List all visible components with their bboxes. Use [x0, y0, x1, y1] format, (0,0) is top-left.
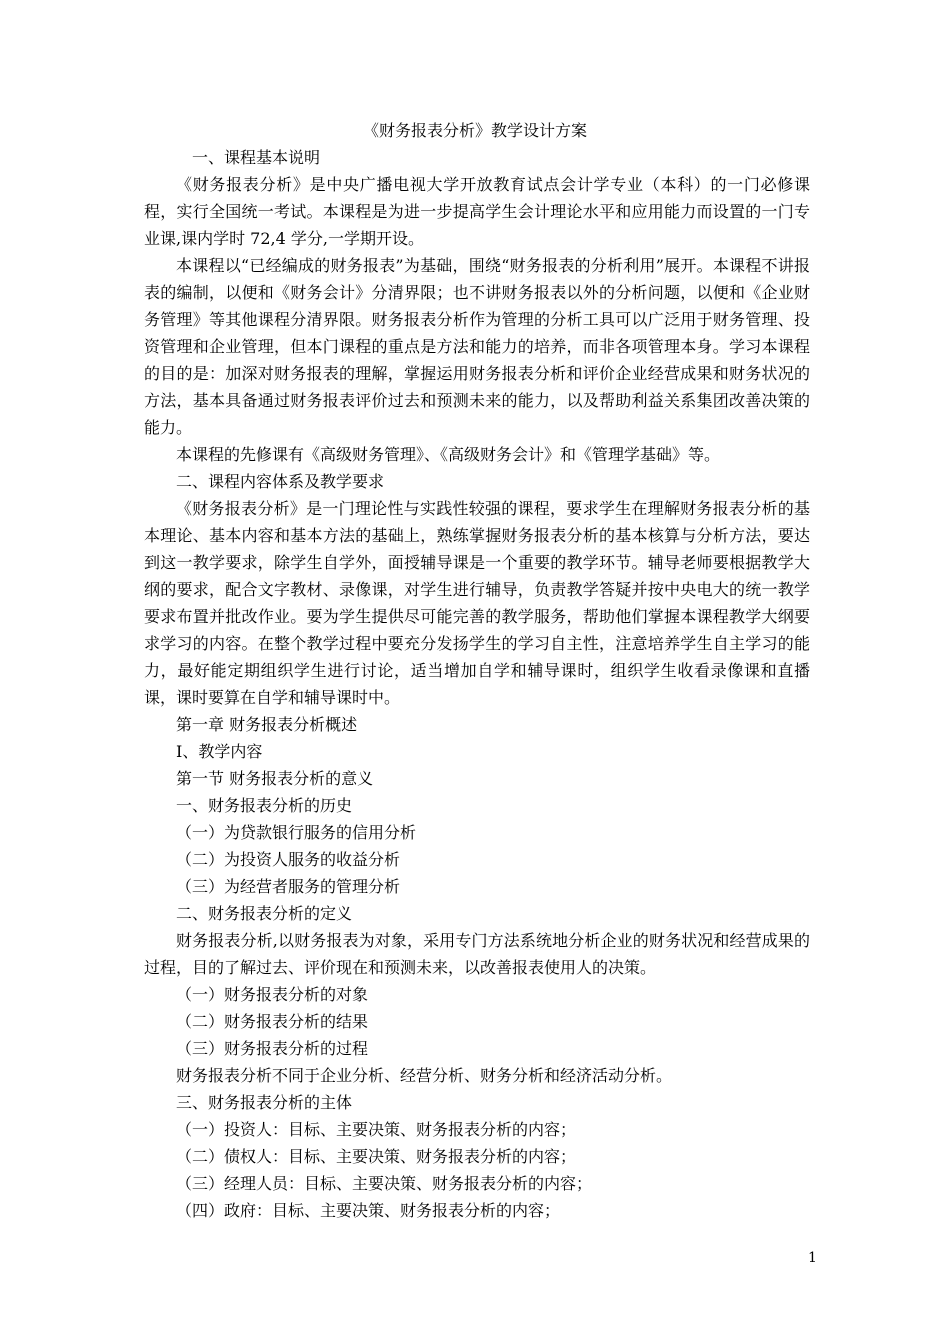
paragraph-teaching-requirements: 《财务报表分析》是一门理论性与实践性较强的课程，要求学生在理解财务报表分析的基本理论、基本内容和基本方法的基础上，熟练掌握财务报表分析的基本核算与分析方法，要达到这一教学要求，除学生自学外，面授辅导课是一个重要的教学环节。辅导老师要根据教学大纲的要求，配合文字教材、录像课，对学生进行辅导，负责教学答疑并按中央电大的统一教学要求布置并批改作业。要为学生提供尽可能完善的教学服务，帮助他们掌握本课程教学大纲要求学习的内容。在整个教学过程中要充分发扬学生的学习自主性，注意培养学生自主学习的能力，最好能定期组织学生进行讨论，适当增加自学和辅导课时，组织学生收看录像课和直播课，课时要算在自学和辅导课时中。: [144, 499, 810, 707]
list-item: （二）债权人：目标、主要决策、财务报表分析的内容；: [176, 1147, 577, 1166]
teaching-content-heading: Ⅰ、教学内容: [176, 742, 263, 761]
section-title: 第一节 财务报表分析的意义: [176, 769, 374, 788]
paragraph-definition: 财务报表分析,以财务报表为对象，采用专门方法系统地分析企业的财务状况和经营成果的过程，目的了解过去、评价现在和预测未来，以改善报表使用人的决策。: [144, 931, 810, 977]
list-item: （三）为经营者服务的管理分析: [176, 877, 401, 896]
document-title: 《财务报表分析》教学设计方案: [362, 121, 587, 140]
definition-heading: 二、财务报表分析的定义: [176, 904, 353, 923]
list-item: （三）财务报表分析的过程: [176, 1039, 369, 1058]
document-body: [144, 144, 810, 1224]
paragraph-distinction: 财务报表分析不同于企业分析、经营分析、财务分析和经济活动分析。: [176, 1066, 673, 1085]
paragraph-course-scope: 本课程以“已经编成的财务报表”为基础，围绕“财务报表的分析利用”展开。本课程不讲报表的编制，以便和《财务会计》分清界限；也不讲财务报表以外的分析问题，以便和《企业财务管理》等其他课程分清界限。财务报表分析作为管理的分析工具可以广泛用于财务管理、投资管理和企业管理，但本门课程的重点是方法和能力的培养，而非各项管理本身。学习本课程的目的是：加深对财务报表的理解，掌握运用财务报表分析和评价企业经营成果和财务状况的方法，基本具备通过财务报表评价过去和预测未来的能力，以及帮助利益关系集团改善决策的能力。: [144, 256, 810, 437]
list-item: （一）财务报表分析的对象: [176, 985, 369, 1004]
list-item: （一）投资人：目标、主要决策、财务报表分析的内容；: [176, 1120, 577, 1139]
list-item: （二）财务报表分析的结果: [176, 1012, 369, 1031]
section-heading-course-description: 一、课程基本说明: [192, 148, 321, 167]
chapter-title: 第一章 财务报表分析概述: [176, 715, 358, 734]
list-item: （四）政府：目标、主要决策、财务报表分析的内容；: [176, 1201, 561, 1220]
subject-heading: 三、财务报表分析的主体: [176, 1093, 353, 1112]
page-number: 1: [808, 1250, 817, 1266]
list-item: （二）为投资人服务的收益分析: [176, 850, 401, 869]
list-item: （一）为贷款银行服务的信用分析: [176, 823, 417, 842]
section-heading-content-system: 二、课程内容体系及教学要求: [176, 472, 385, 491]
paragraph-prerequisites: 本课程的先修课有《高级财务管理》、《高级财务会计》和《管理学基础》等。: [176, 445, 721, 464]
paragraph-course-intro: 《财务报表分析》是中央广播电视大学开放教育试点会计学专业（本科）的一门必修课程，实行全国统一考试。本课程是为进一步提高学生会计理论水平和应用能力而设置的一门专业课,课内学时 72,4 学分,一学期开设。: [144, 175, 810, 248]
list-item: （三）经理人员：目标、主要决策、财务报表分析的内容；: [176, 1174, 593, 1193]
history-heading: 一、财务报表分析的历史: [176, 796, 353, 815]
